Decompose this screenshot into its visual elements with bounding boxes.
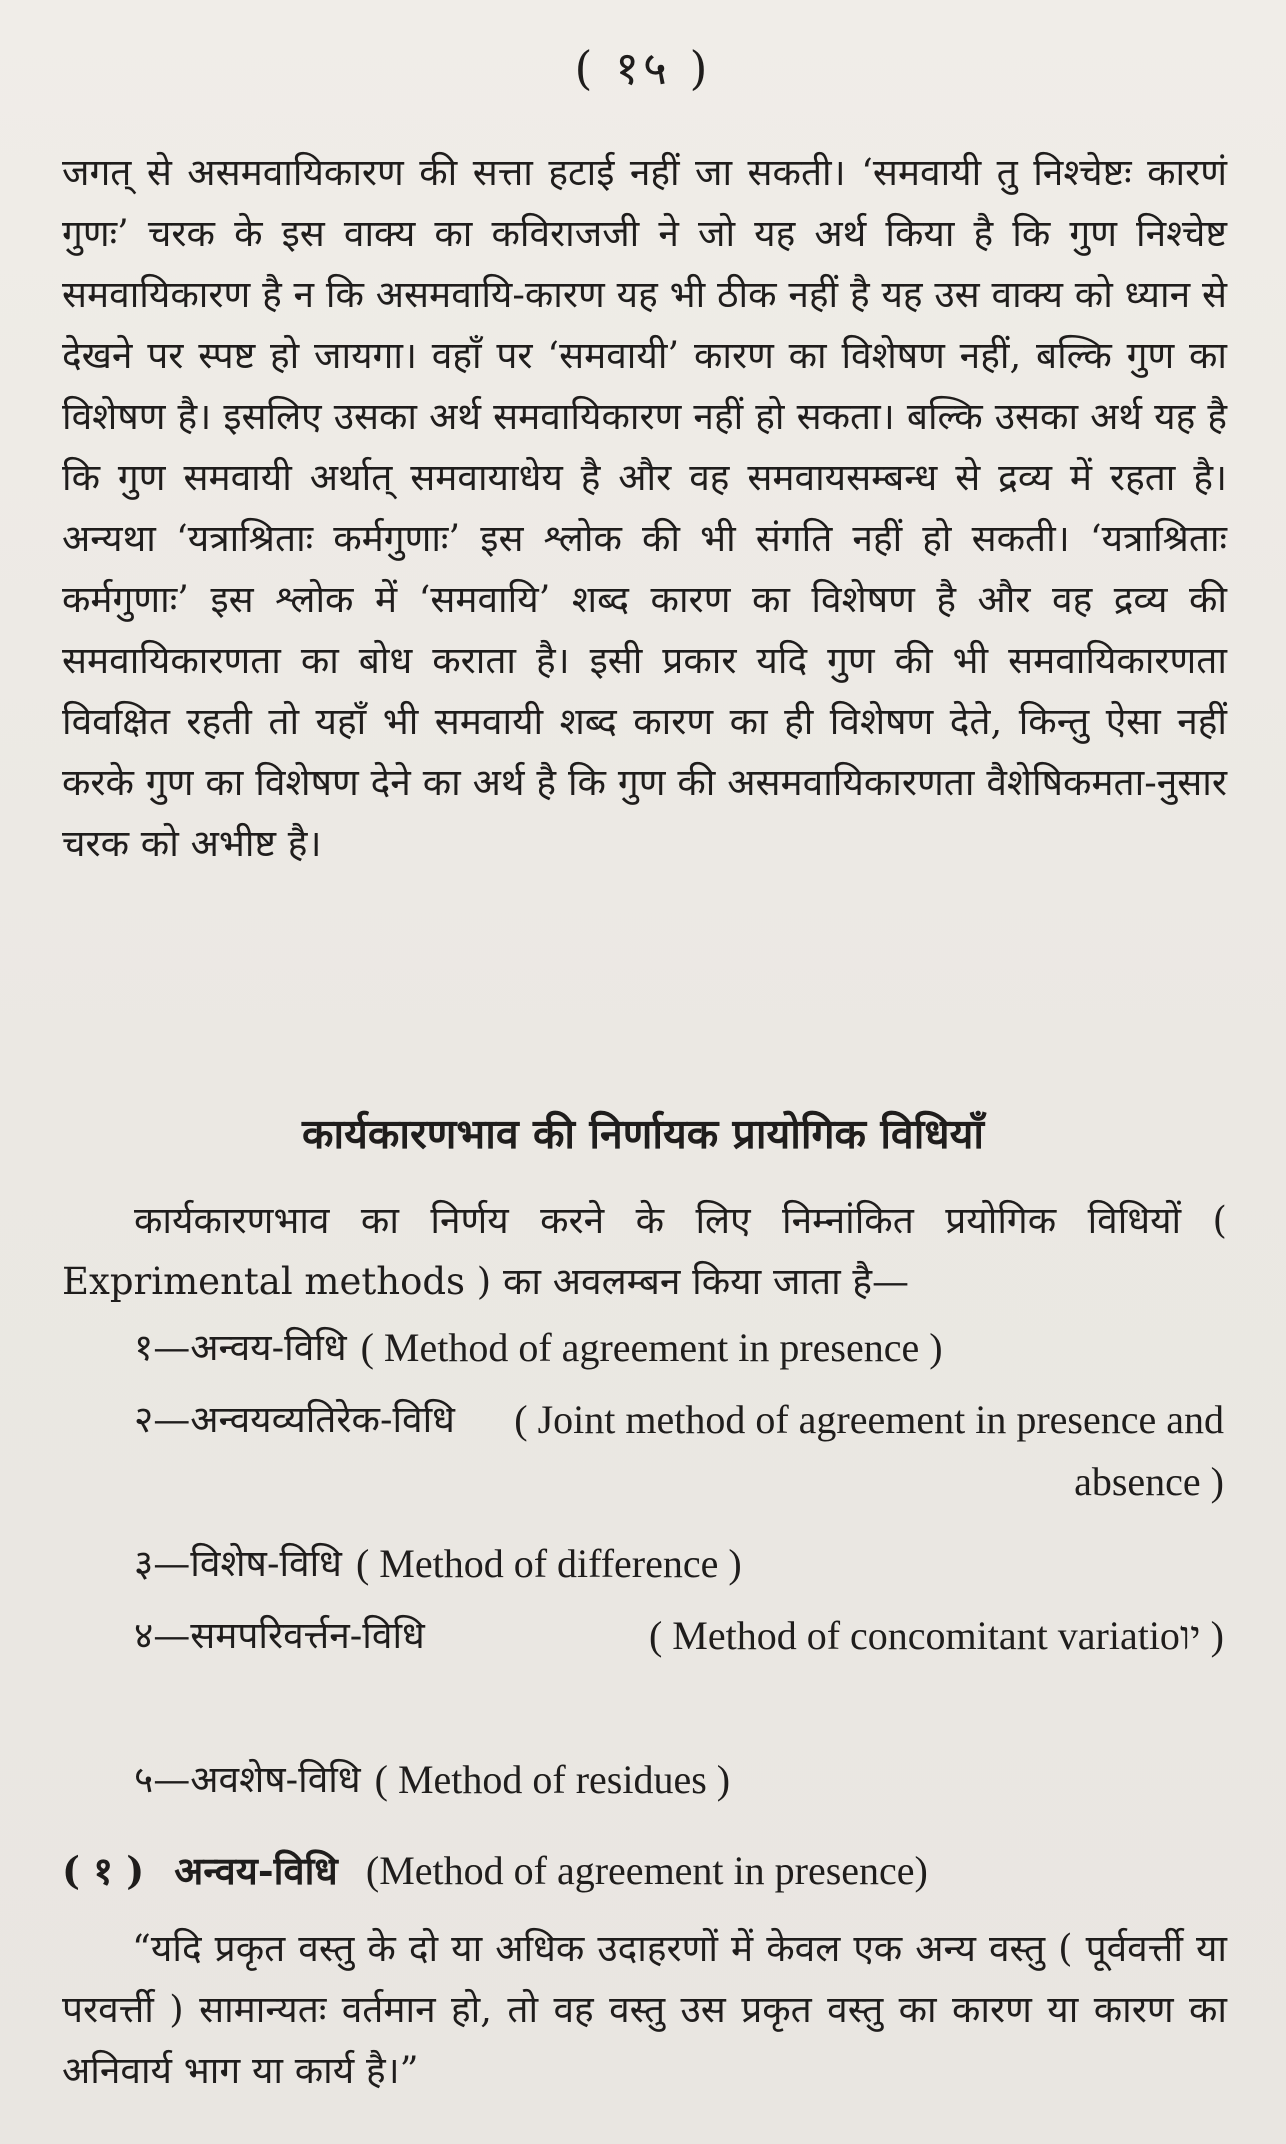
method-item (134, 1749, 1224, 1811)
method-label: २—अन्वयव्यतिरेक-विधि (134, 1398, 455, 1441)
subsection-hindi-title: अन्वय-विधि (174, 1848, 338, 1893)
method-english: ( Joint method of agreement in presence and absence ) (514, 1397, 1224, 1504)
method-item (134, 1605, 1224, 1739)
method-english: ( Method of difference ) (355, 1541, 742, 1586)
subsection-english-title: (Method of agreement in presence) (365, 1848, 928, 1893)
method-item (134, 1389, 1224, 1523)
methods-intro-paragraph: कार्यकारणभाव का निर्णय करने के लिए निम्नांकित प्रयोगिक विधियों ( Exprimental methods ) का अवलम्बन किया जाता है— (62, 1199, 1227, 1303)
method-label: ५—अवशेष-विधि (134, 1758, 361, 1801)
section-heading: कार्यकारणभाव की निर्णायक प्रायोगिक विधियाँ (302, 1110, 984, 1158)
method-label: १—अन्वय-विधि (134, 1326, 347, 1369)
method-english: ( Method of concomitant variatioיו ) (648, 1613, 1224, 1658)
intro-paragraph: जगत् से असमवायिकारण की सत्ता हटाई नहीं जा सकती। ‘समवायी तु निश्चेष्टः कारणं गुणः’ चरक के इस वाक्य का कविराजजी ने जो यह अर्थ किया है कि गुण निश्चेष्ट समवायिकारण है न कि असमवायि-कारण यह भी ठीक नहीं है यह उस वाक्य को ध्यान से देखने पर स्पष्ट हो जायगा। वहाँ पर ‘समवायी’ कारण का विशेषण नहीं, बल्कि गुण का विशेषण है। इसलिए उसका अर्थ समवायिकारण नहीं हो सकता। बल्कि उसका अर्थ यह है कि गुण समवायी अर्थात् समवायाधेय है और वह समवायसम्बन्ध से द्रव्य में रहता है। अन्यथा ‘यत्राश्रिताः कर्मगुणाः’ इस श्लोक की भी संगति नहीं हो सकती। ‘यत्राश्रिताः कर्मगुणाः’ इस श्लोक में ‘समवायि’ शब्द कारण का विशेषण है और वह द्रव्य की समवायिकारणता का बोध कराता है। इसी प्रकार यदि गुण की भी समवायिकारणता विवक्षित रहती तो यहाँ भी समवायी शब्द कारण का ही विशेषण देते, किन्तु ऐसा नहीं करके गुण का विशेषण देने का अर्थ है कि गुण की असमवायिकारणता वैशेषिकमता-नुसार चरक को अभीष्ट है। (62, 151, 1227, 865)
page-number: ( १५ ) (574, 41, 712, 95)
method-english: ( Method of residues ) (374, 1757, 731, 1802)
method-item (134, 1533, 1224, 1595)
method-english: ( Method of agreement in presence ) (360, 1325, 943, 1370)
method-item (134, 1317, 1224, 1379)
subsection-number: ( १ ) (62, 1848, 145, 1893)
definition-quote: “यदि प्रकृत वस्तु के दो या अधिक उदाहरणों में केवल एक अन्य वस्तु ( पूर्ववर्त्ती या परवर्त्ती ) सामान्यतः वर्तमान हो, तो वह वस्तु उस प्रकृत वस्तु का कारण या कारण का अनिवार्य भाग या कार्य है।” (62, 1927, 1227, 2092)
method-label: ३—विशेष-विधि (134, 1542, 342, 1585)
methods-list (134, 1317, 1224, 1821)
method-label: ४—समपरिवर्त्तन-विधि (134, 1614, 425, 1657)
subsection-title (62, 1840, 1227, 1902)
